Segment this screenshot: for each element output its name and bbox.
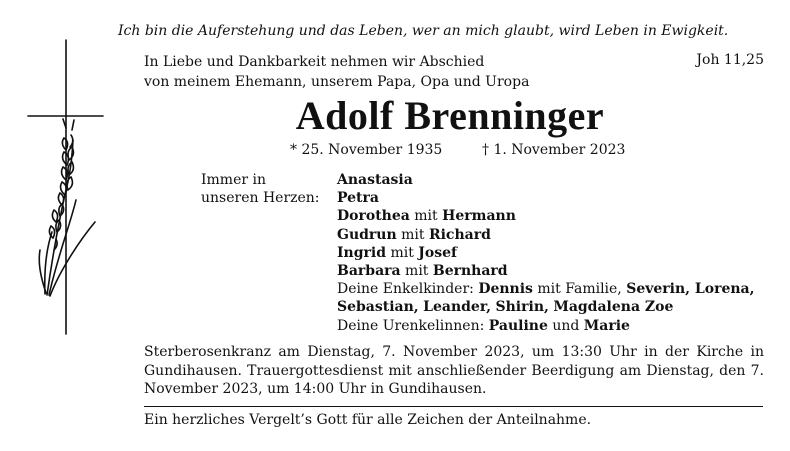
family-row — [337, 298, 755, 316]
in-hearts-line: unseren Herzen: — [201, 190, 320, 206]
family-member: Gudrun — [337, 226, 397, 243]
family-member: Ingrid — [337, 244, 386, 261]
family-member: Petra — [337, 190, 379, 207]
service-info: Sterberosenkranz am Dienstag, 7. November 2023, um 13:30 Uhr in der Kirche in Gundihausen. Trauergottesdienst mit anschließender Beerdigung am Dienstag, den 7. November 2023, um 14:00 Uhr in Gundihausen. — [144, 344, 764, 398]
deceased-name: Adolf Brenninger — [295, 93, 605, 138]
family-member: Severin, Lorena, — [626, 281, 755, 298]
connector: mit Familie, — [537, 281, 622, 298]
birth-date: * 25. November 1935 — [290, 142, 443, 158]
family-member: Dennis — [478, 281, 533, 298]
connector: mit — [414, 208, 438, 225]
family-member: Sebastian, — [337, 299, 419, 316]
connector: und — [552, 317, 580, 334]
group-label: Deine Enkelkinder: — [337, 281, 474, 298]
intro-text — [144, 52, 529, 92]
family-member: Bernhard — [432, 263, 508, 280]
connector: mit — [405, 263, 429, 280]
family-row — [337, 189, 755, 207]
group-label: Deine Urenkelinnen: — [337, 317, 485, 334]
family-row — [337, 262, 755, 280]
in-hearts-label — [201, 171, 320, 207]
family-list — [337, 171, 755, 335]
family-member: Pauline — [488, 317, 548, 334]
in-hearts-line: Immer in — [201, 172, 267, 188]
family-member: Dorothea — [337, 208, 410, 225]
intro-line: In Liebe und Dankbarkeit nehmen wir Abschied — [144, 54, 485, 70]
family-member: Marie — [583, 317, 630, 334]
thanks-text: Ein herzliches Vergelt’s Gott für alle Zeichen der Anteilnahme. — [144, 412, 592, 428]
connector: mit — [401, 226, 425, 243]
family-row — [337, 207, 755, 225]
family-member: Shirin, — [495, 299, 549, 316]
family-row — [337, 226, 755, 244]
verse-reference: Joh 11,25 — [696, 52, 764, 68]
family-member: Leander, — [423, 299, 492, 316]
intro-line: von meinem Ehemann, unserem Papa, Opa und Uropa — [144, 74, 530, 90]
bible-quote: Ich bin die Auferstehung und das Leben, wer an mich glaubt, wird Leben in Ewigkeit. — [118, 23, 729, 39]
family-member: Magdalena Zoe — [553, 299, 674, 316]
family-member: Anastasia — [337, 172, 413, 188]
family-row — [337, 317, 755, 335]
family-member: Richard — [428, 226, 491, 243]
family-member: Hermann — [442, 208, 516, 225]
family-row — [337, 171, 755, 189]
divider — [144, 406, 763, 407]
family-member: Josef — [418, 244, 458, 261]
death-date: † 1. November 2023 — [482, 142, 626, 158]
cross-with-wheat-icon — [0, 0, 120, 345]
family-row — [337, 280, 755, 298]
family-member: Barbara — [337, 263, 401, 280]
family-row — [337, 244, 755, 262]
connector: mit — [390, 244, 414, 261]
